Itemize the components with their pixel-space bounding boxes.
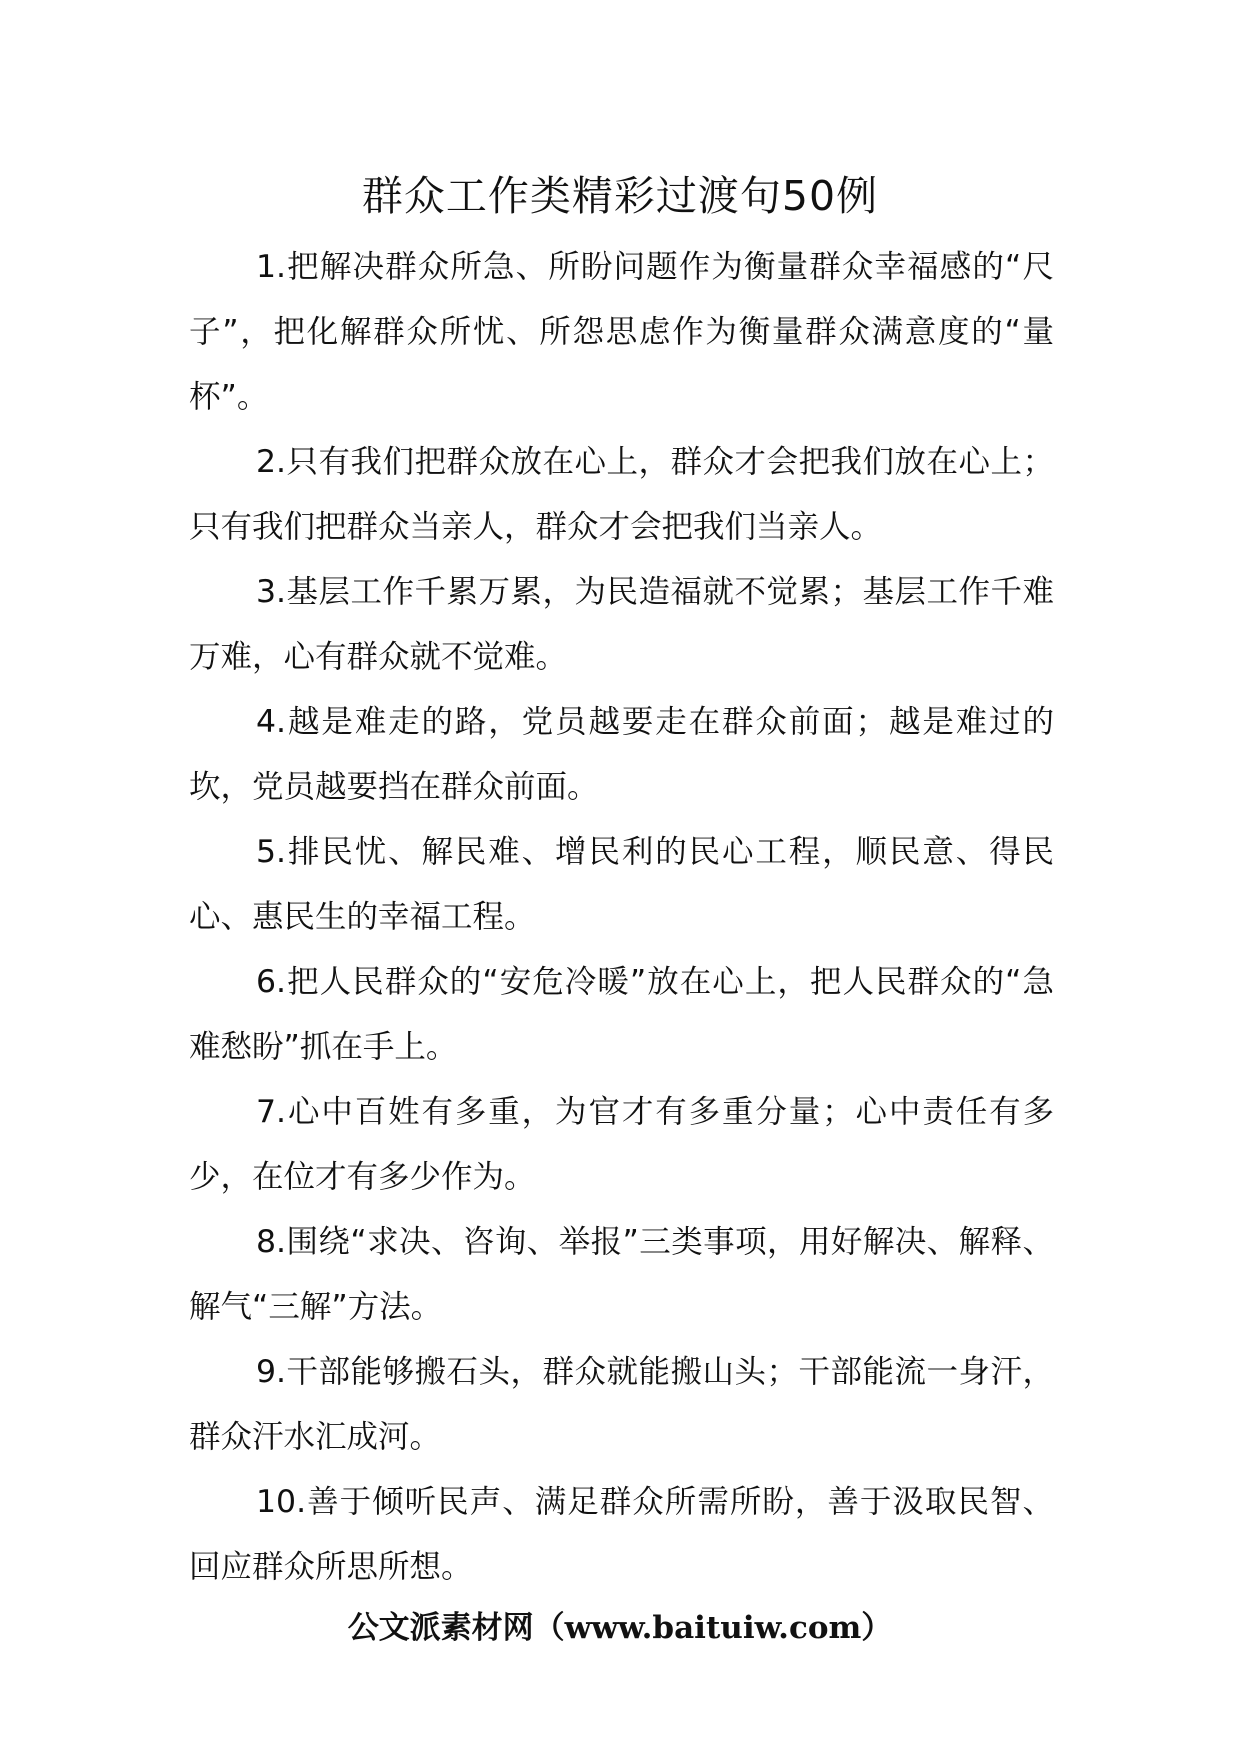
list-item: 3.基层工作千累万累，为民造福就不觉累；基层工作千难万难，心有群众就不觉难。 bbox=[189, 574, 1054, 675]
list-item: 8.围绕“求决、咨询、举报”三类事项，用好解决、解释、解气“三解”方法。 bbox=[189, 1224, 1054, 1325]
list-item: 10.善于倾听民声、满足群众所需所盼，善于汲取民智、回应群众所思所想。 bbox=[189, 1484, 1054, 1585]
footer-source: 公文派素材网（www.baituiw.com） bbox=[347, 1610, 893, 1646]
list-item: 7.心中百姓有多重，为官才有多重分量；心中责任有多少，在位才有多少作为。 bbox=[189, 1094, 1054, 1195]
list-item: 1.把解决群众所急、所盼问题作为衡量群众幸福感的“尺子”，把化解群众所忧、所怨思虑作为衡量群众满意度的“量杯”。 bbox=[189, 249, 1054, 415]
list-item: 4.越是难走的路，党员越要走在群众前面；越是难过的坎，党员越要挡在群众前面。 bbox=[189, 704, 1054, 805]
list-item: 2.只有我们把群众放在心上，群众才会把我们放在心上；只有我们把群众当亲人，群众才会把我们当亲人。 bbox=[189, 444, 1054, 545]
document-body bbox=[189, 235, 1054, 1600]
list-item: 6.把人民群众的“安危冷暖”放在心上，把人民群众的“急难愁盼”抓在手上。 bbox=[189, 964, 1054, 1065]
list-item: 9.干部能够搬石头，群众就能搬山头；干部能流一身汗，群众汗水汇成河。 bbox=[189, 1354, 1054, 1455]
list-item: 5.排民忧、解民难、增民利的民心工程，顺民意、得民心、惠民生的幸福工程。 bbox=[189, 834, 1054, 935]
document-title: 群众工作类精彩过渡句50例 bbox=[361, 172, 879, 220]
